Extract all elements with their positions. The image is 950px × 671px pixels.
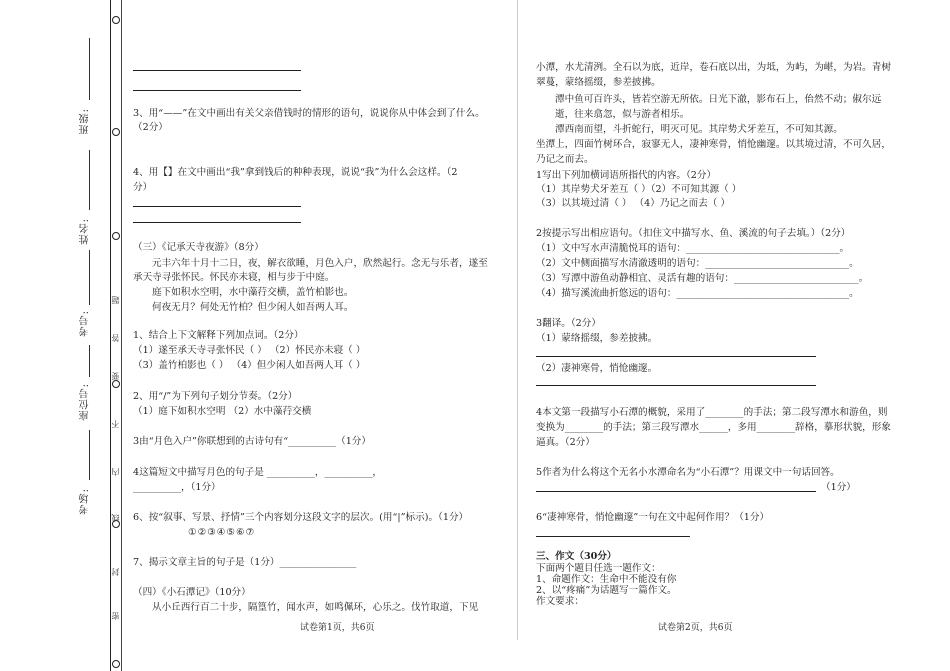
composition-text: 下面两个题目任选一题作文： — [536, 563, 661, 574]
binding-strip — [0, 0, 128, 671]
passage-line: 乃记之而去。 — [536, 154, 594, 165]
question-1-items: （1）其岸势犬牙差互（ ）（2）不可知其源（ ） — [536, 184, 742, 195]
sub-question-6-numbers: ①②③④⑤⑥⑦ — [188, 527, 256, 538]
class-input-line[interactable] — [89, 38, 90, 100]
name-label: 姓名: — [80, 218, 91, 245]
passage-line: 庭下如积水空明，水中藻荇交横，盖竹柏影也。 — [152, 287, 354, 298]
answer-line[interactable] — [536, 491, 816, 492]
question-3-score: （2分） — [133, 122, 168, 133]
passage-line: 坐潭上，四面竹树环合，寂寥无人，凄神寒骨，悄怆幽邃。以其境过清，不可久居， — [536, 139, 891, 150]
composition-option: 1、命题作文：生命中不能没有你 — [536, 574, 677, 585]
question-3-item: （1）蒙络摇缀，参差披拂。 — [536, 333, 658, 344]
seal-char: 密 — [111, 612, 120, 620]
question-2-item: （2）文中侧面描写水清澈透明的语句：______________________________。 — [536, 258, 859, 269]
passage-line: 逝，往来翕忽，似与游者相乐。 — [555, 109, 690, 120]
question-5-score: （1分） — [821, 482, 856, 493]
seal-char: 答 — [111, 334, 120, 342]
question-6: 6“凄神寒骨，悄怆幽邃”一句在文中起何作用？（1分） — [536, 512, 770, 523]
question-4-cont: 变换为________的手法；第三段写潭水______，多用________辞格，摹形状貌，形象 — [536, 422, 891, 433]
composition-requirements: 作文要求： — [536, 596, 584, 607]
question-2-item: （3）写潭中游鱼动静相宜、灵活有趣的语句：__________________________。 — [536, 273, 869, 284]
seal-char: 内 — [111, 468, 120, 476]
composition-option: 2、以“疼痛”为话题写一篇作文。 — [536, 585, 677, 596]
binding-hole-icon — [112, 16, 120, 24]
sub-question-1-items: （3）盖竹柏影也（ ） （4）但少闲人如吾两人耳（ ） — [133, 360, 366, 371]
composition-title: 三、作文（30分） — [536, 551, 617, 562]
sub-question-2-items: （1）庭下如积水空明 （2）水中藻荇交横 — [133, 406, 312, 417]
sub-question-7: 7、揭示文章主旨的句子是（1分）________________ — [133, 557, 357, 568]
passage-line: 承天寺寻张怀民。怀民亦未寝，相与步于中庭。 — [133, 272, 335, 283]
binding-hole-icon — [112, 232, 120, 240]
binding-hole-icon — [112, 128, 120, 136]
question-2: 2按提示写出相应语句。（扣住文中描写水、鱼、溪流的句子去填。）（2分） — [536, 228, 851, 239]
name-input-line[interactable] — [89, 150, 90, 210]
answer-line[interactable] — [133, 90, 301, 91]
sub-question-4: 4这篇短文中描写月色的句子是 __________，__________， — [133, 467, 382, 478]
binding-hole-icon — [112, 380, 120, 388]
passage-line: 小潭，水尤清洌。全石以为底，近岸，卷石底以出，为坻，为屿，为嵁，为岩。青树 — [536, 62, 891, 73]
question-4: 4、用【】在文中画出“我”拿到钱后的种种表现，说说“我”为什么会这样。（2 — [133, 167, 458, 178]
seat-number-label: 座位号: — [80, 383, 91, 421]
question-1: 1写出下列加横词语所指代的内容。（2分） — [536, 170, 717, 181]
passage-line: 何夜无月？何处无竹柏？但少闲人如吾两人耳。 — [152, 302, 354, 313]
question-4-score: 分） — [133, 182, 153, 193]
section-3-title: （三）《记承天寺夜游》（8分） — [133, 242, 264, 253]
sub-question-3: 3由“月色入户”你联想到的古诗句有“__________（1分） — [133, 436, 371, 447]
exam-room-input-line[interactable] — [89, 430, 90, 480]
seat-number-input-line[interactable] — [89, 345, 90, 377]
seal-char: 线 — [111, 514, 120, 522]
question-4: 4本文第一段描写小石潭的概貌，采用了________的手法；第二段写潭水和游鱼，则 — [536, 407, 888, 418]
question-1-items: （3）以其境过清（ ） （4）乃记之而去（ ） — [536, 198, 731, 209]
passage-line: 从小丘西行百二十步，隔篁竹，闻水声，如鸣佩环，心乐之。伐竹取道，下见 — [152, 602, 479, 613]
question-2-item: （1）文中写水声清脆悦耳的语句：________________________________。 — [536, 243, 850, 254]
answer-line[interactable] — [536, 356, 816, 357]
binding-hole-icon — [112, 660, 120, 668]
question-2-item: （4）描写溪流曲折悠远的语句：____________________________________。 — [536, 288, 859, 299]
column-divider — [517, 0, 518, 640]
sub-question-4-cont: __________，（1分） — [133, 482, 221, 493]
sub-question-1: 1、结合上下文解释下列加点词。（2分） — [133, 330, 304, 341]
seal-char: 题 — [111, 296, 120, 304]
exam-room-label: 考场: — [80, 488, 91, 515]
seal-char: 不 — [111, 420, 120, 428]
binding-border-inner — [121, 0, 122, 671]
passage-line: 潭西南而望，斗折蛇行，明灭可见。其岸势犬牙差互，不可知其源。 — [555, 124, 843, 135]
sub-question-1-items: （1）遂至承天寺寻张怀民（ ） （2）怀民亦未寝（ ） — [133, 345, 366, 356]
question-4-cont: 逼真。（2分） — [536, 437, 595, 448]
question-3: 3、用“——”在文中画出有关父亲借钱时的情形的语句，说说你从中体会到了什么。 — [133, 108, 485, 119]
question-3: 3翻译。（2分） — [536, 318, 601, 329]
exam-number-input-line[interactable] — [89, 250, 90, 305]
sub-question-6: 6、按“叙事、写景、抒情”三个内容划分这段文字的层次。(用“|”标示)。（1分） — [133, 512, 469, 523]
answer-line[interactable] — [133, 70, 301, 71]
answer-line[interactable] — [133, 206, 301, 207]
passage-line: 潭中鱼可百许头，皆若空游无所依。日光下澈，影布石上，佁然不动；俶尔远 — [555, 94, 882, 105]
page-footer: 试卷第1页，共6页 — [300, 623, 375, 633]
answer-line[interactable] — [536, 385, 816, 386]
passage-line: 翠蔓，蒙络摇缀，参差披拂。 — [536, 77, 661, 88]
question-5: 5作者为什么将这个无名小水潭命名为“小石潭”？用课文中一句话回答。 — [536, 467, 840, 478]
page-footer: 试卷第2页，共6页 — [658, 623, 733, 633]
sub-question-2: 2、用“/”为下列句子划分节奏。（2分） — [133, 391, 298, 402]
seal-char: 封 — [111, 568, 120, 576]
class-label: 班级: — [80, 108, 91, 135]
answer-line[interactable] — [536, 536, 690, 537]
passage-line: 元丰六年十月十二日，夜，解衣欲睡，月色入户，欣然起行。念无与乐者，遂至 — [152, 258, 488, 269]
section-4-title: （四）《小石潭记》（10分） — [133, 587, 251, 598]
seal-char: 要 — [111, 372, 120, 380]
answer-line[interactable] — [133, 222, 301, 223]
question-3-item: （2）凄神寒骨，悄怆幽邃。 — [536, 363, 658, 374]
exam-number-label: 考号: — [80, 310, 91, 337]
